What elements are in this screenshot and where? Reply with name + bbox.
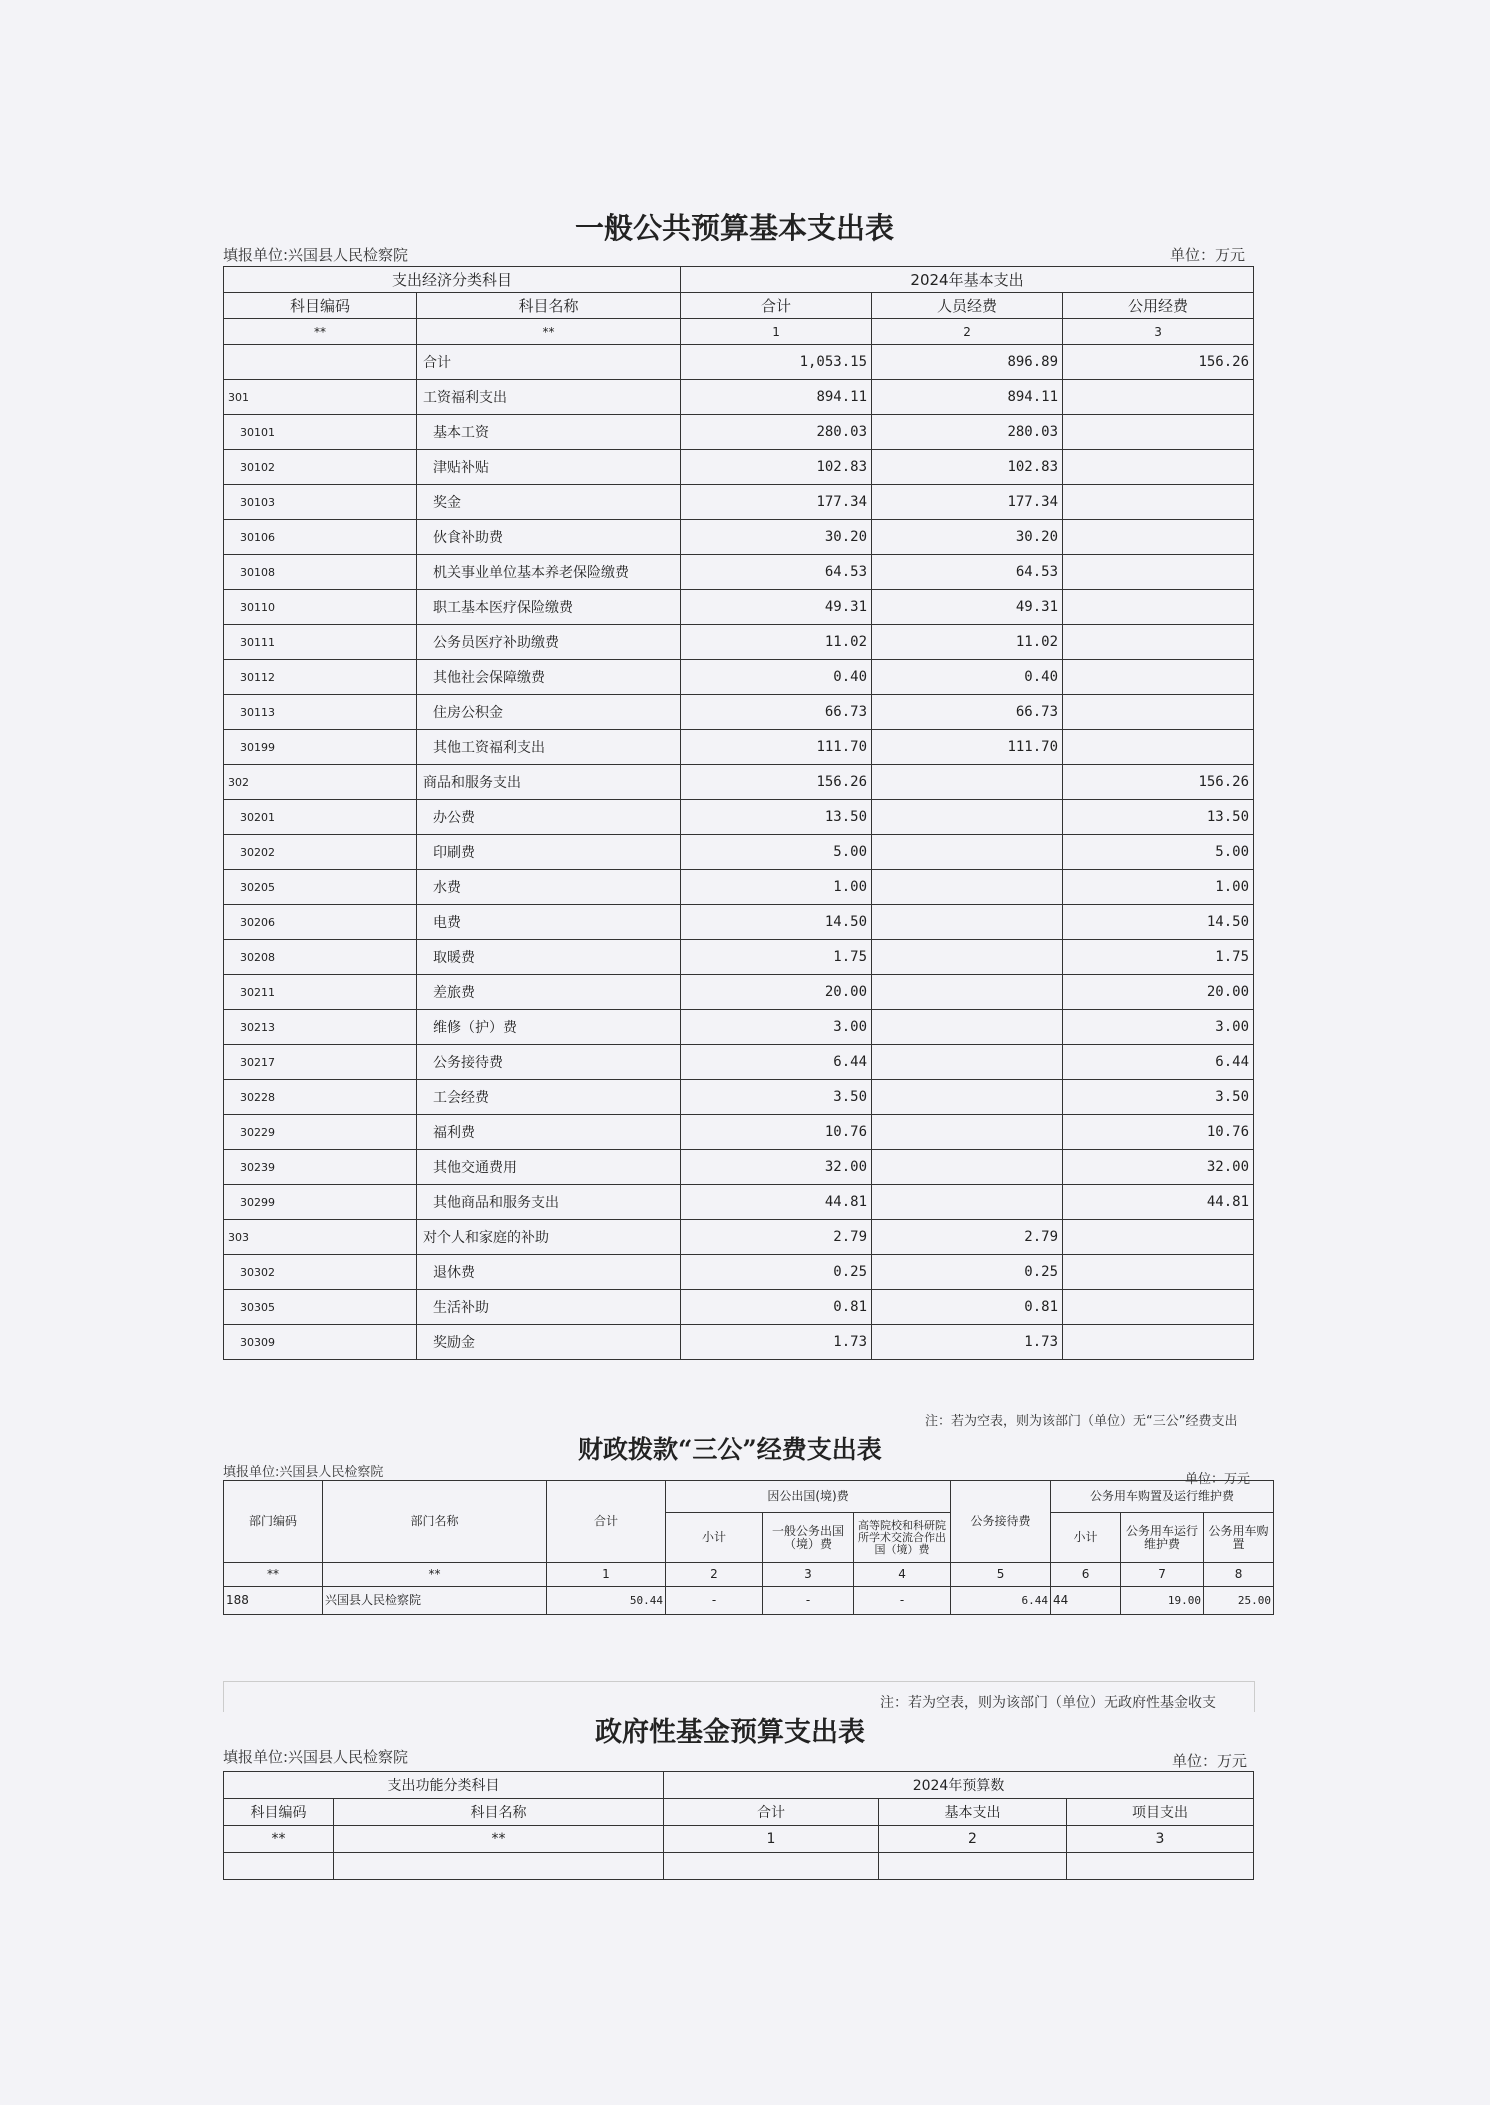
table-row [224,660,1254,695]
row-name: 水费 [417,870,681,905]
row-personnel [872,870,1063,905]
t2-header-abroad-academic: 高等院校和科研院所学术交流合作出国（境）费 [854,1513,951,1563]
row-total: 111.70 [681,730,872,765]
t2-header-vehicle-subtotal: 小计 [1051,1513,1121,1563]
row-personnel: 0.40 [872,660,1063,695]
row-public [1063,1220,1254,1255]
marker-cell: ** [224,1563,323,1587]
row-public: 20.00 [1063,975,1254,1010]
table-row [224,1045,1254,1080]
row-code: 30229 [224,1115,417,1150]
table-row [224,1080,1254,1115]
row-public [1063,1325,1254,1360]
marker-cell: 3 [1063,319,1254,345]
row-personnel [872,765,1063,800]
row-total: 894.11 [681,380,872,415]
table-row [224,695,1254,730]
row-code: 30101 [224,415,417,450]
row-public: 44.81 [1063,1185,1254,1220]
row-code: 30302 [224,1255,417,1290]
row-public: 14.50 [1063,905,1254,940]
row-code: 30202 [224,835,417,870]
row-personnel: 102.83 [872,450,1063,485]
table-row [224,835,1254,870]
row-total: 64.53 [681,555,872,590]
general-budget-table [223,266,1254,1360]
marker-cell: 3 [1067,1826,1254,1853]
row-personnel [872,1150,1063,1185]
marker-cell: ** [224,319,417,345]
row-personnel: 894.11 [872,380,1063,415]
row-name: 对个人和家庭的补助 [417,1220,681,1255]
row-total: 5.00 [681,835,872,870]
table-row [224,1185,1254,1220]
row-code: 30108 [224,555,417,590]
row-name: 退休费 [417,1255,681,1290]
t3-header-group-right: 2024年预算数 [664,1772,1254,1799]
row-personnel: 111.70 [872,730,1063,765]
row-public: 3.00 [1063,1010,1254,1045]
row-personnel [872,905,1063,940]
row-total: 30.20 [681,520,872,555]
row-public: 5.00 [1063,835,1254,870]
row-code: 30208 [224,940,417,975]
row-personnel [872,1080,1063,1115]
row-code: 302 [224,765,417,800]
row-public [1063,1255,1254,1290]
row-total: 0.25 [681,1255,872,1290]
row-public: 6.44 [1063,1045,1254,1080]
t3-header-project: 项目支出 [1067,1799,1254,1826]
row-code: 30199 [224,730,417,765]
row-name: 机关事业单位基本养老保险缴费 [417,555,681,590]
row-public [1063,485,1254,520]
marker-cell: 5 [951,1563,1051,1587]
row-code: 30213 [224,1010,417,1045]
row-total: 1.00 [681,870,872,905]
row-personnel [872,1045,1063,1080]
table-row [224,765,1254,800]
t2-dept-code: 188 [224,1587,323,1615]
t2-header-subtotal: 小计 [666,1513,763,1563]
table-row [224,1255,1254,1290]
row-total: 1,053.15 [681,345,872,380]
row-personnel [872,1185,1063,1220]
row-total: 177.34 [681,485,872,520]
row-public [1063,380,1254,415]
row-total: 14.50 [681,905,872,940]
table-row [224,1010,1254,1045]
table-row [224,1325,1254,1360]
t2-vehicle-purchase: 25.00 [1204,1587,1274,1615]
t2-header-vehicle-group: 公务用车购置及运行维护费 [1051,1481,1274,1513]
row-public [1063,415,1254,450]
t2-vehicle-subtotal: 44 [1051,1587,1121,1615]
row-public [1063,660,1254,695]
row-personnel [872,940,1063,975]
row-name: 取暖费 [417,940,681,975]
row-name: 住房公积金 [417,695,681,730]
row-total: 10.76 [681,1115,872,1150]
row-name: 办公费 [417,800,681,835]
row-public [1063,625,1254,660]
table-row [224,345,1254,380]
t2-header-vehicle-operation: 公务用车运行维护费 [1121,1513,1204,1563]
row-name: 其他商品和服务支出 [417,1185,681,1220]
row-name: 差旅费 [417,975,681,1010]
row-total: 0.40 [681,660,872,695]
row-personnel [872,975,1063,1010]
t3-header-total: 合计 [664,1799,879,1826]
row-code: 30239 [224,1150,417,1185]
table2-title: 财政拨款“三公”经费支出表 [578,1435,882,1464]
header-code: 科目编码 [224,293,417,319]
row-personnel: 0.81 [872,1290,1063,1325]
table-row [224,800,1254,835]
t2-header-total: 合计 [547,1481,666,1563]
marker-cell: 1 [681,319,872,345]
row-code: 30103 [224,485,417,520]
t2-dept-name: 兴国县人民检察院 [323,1587,547,1615]
row-code: 30228 [224,1080,417,1115]
t2-header-vehicle-purchase: 公务用车购置 [1204,1513,1274,1563]
row-personnel [872,1115,1063,1150]
row-public: 1.75 [1063,940,1254,975]
header-public: 公用经费 [1063,293,1254,319]
marker-cell: 4 [854,1563,951,1587]
row-name: 工资福利支出 [417,380,681,415]
row-public [1063,1290,1254,1325]
marker-cell: 2 [666,1563,763,1587]
row-personnel: 66.73 [872,695,1063,730]
table-row [224,450,1254,485]
t2-abroad-academic: - [854,1587,951,1615]
table3-note: 注：若为空表，则为该部门（单位）无政府性基金收支 [880,1695,1216,1711]
row-code: 30110 [224,590,417,625]
row-public: 156.26 [1063,765,1254,800]
table3-unit-label: 填报单位:兴国县人民检察院 [223,1748,409,1766]
empty-cell [879,1853,1067,1880]
row-public: 3.50 [1063,1080,1254,1115]
government-fund-table [223,1771,1254,1880]
table3-unit-right: 单位：万元 [1172,1752,1248,1770]
t2-subtotal: - [666,1587,763,1615]
marker-cell: 2 [879,1826,1067,1853]
row-total: 2.79 [681,1220,872,1255]
row-personnel [872,1010,1063,1045]
row-name: 印刷费 [417,835,681,870]
table-row [224,975,1254,1010]
row-name: 商品和服务支出 [417,765,681,800]
header-total: 合计 [681,293,872,319]
row-total: 156.26 [681,765,872,800]
row-total: 20.00 [681,975,872,1010]
marker-cell: ** [323,1563,547,1587]
row-code: 30205 [224,870,417,905]
table-row [224,625,1254,660]
row-public [1063,695,1254,730]
table-row [224,485,1254,520]
row-name: 生活补助 [417,1290,681,1325]
row-public [1063,730,1254,765]
t2-header-reception: 公务接待费 [951,1481,1051,1563]
row-personnel: 280.03 [872,415,1063,450]
marker-cell: 8 [1204,1563,1274,1587]
table-row [224,1290,1254,1325]
row-name: 其他社会保障缴费 [417,660,681,695]
table2-unit-label: 填报单位:兴国县人民检察院 [223,1465,384,1480]
table-row [224,415,1254,450]
table-row [224,940,1254,975]
row-total: 102.83 [681,450,872,485]
table1-unit-right: 单位：万元 [1170,246,1246,264]
table-row [224,380,1254,415]
row-name: 奖金 [417,485,681,520]
t2-vehicle-operation: 19.00 [1121,1587,1204,1615]
row-total: 11.02 [681,625,872,660]
row-name: 福利费 [417,1115,681,1150]
row-total: 49.31 [681,590,872,625]
t3-header-basic: 基本支出 [879,1799,1067,1826]
row-personnel: 896.89 [872,345,1063,380]
t2-reception: 6.44 [951,1587,1051,1615]
table-row [224,520,1254,555]
row-public: 13.50 [1063,800,1254,835]
t2-total: 50.44 [547,1587,666,1615]
row-personnel: 2.79 [872,1220,1063,1255]
row-code: 30102 [224,450,417,485]
marker-cell: 2 [872,319,1063,345]
row-name: 其他交通费用 [417,1150,681,1185]
header-group-left: 支出经济分类科目 [224,267,681,293]
row-personnel: 64.53 [872,555,1063,590]
t3-header-name: 科目名称 [334,1799,664,1826]
row-personnel: 1.73 [872,1325,1063,1360]
table-row [224,1220,1254,1255]
empty-cell [664,1853,879,1880]
row-code: 30111 [224,625,417,660]
row-public: 10.76 [1063,1115,1254,1150]
row-public [1063,450,1254,485]
row-public: 32.00 [1063,1150,1254,1185]
row-total: 0.81 [681,1290,872,1325]
row-personnel [872,835,1063,870]
row-public: 156.26 [1063,345,1254,380]
row-code: 30201 [224,800,417,835]
row-code: 30217 [224,1045,417,1080]
row-name: 其他工资福利支出 [417,730,681,765]
row-name: 伙食补助费 [417,520,681,555]
t3-header-code: 科目编码 [224,1799,334,1826]
row-code: 30206 [224,905,417,940]
row-personnel [872,800,1063,835]
marker-cell: ** [334,1826,664,1853]
row-total: 1.73 [681,1325,872,1360]
row-name: 职工基本医疗保险缴费 [417,590,681,625]
table2-unit-right: 单位：万元 [1185,1472,1251,1487]
row-total: 3.00 [681,1010,872,1045]
table-row [224,730,1254,765]
marker-cell: ** [224,1826,334,1853]
row-personnel: 11.02 [872,625,1063,660]
table-row [224,1115,1254,1150]
row-code: 30106 [224,520,417,555]
three-public-expenses-table [223,1480,1274,1615]
table-row [224,1150,1254,1185]
table1-unit-label: 填报单位:兴国县人民检察院 [223,246,409,264]
marker-cell: 7 [1121,1563,1204,1587]
row-public [1063,520,1254,555]
header-personnel: 人员经费 [872,293,1063,319]
row-code: 30309 [224,1325,417,1360]
marker-cell: ** [417,319,681,345]
row-code: 301 [224,380,417,415]
row-total: 13.50 [681,800,872,835]
row-personnel: 0.25 [872,1255,1063,1290]
row-code: 30211 [224,975,417,1010]
t2-header-abroad-general: 一般公务出国（境）费 [763,1513,854,1563]
t2-abroad-general: - [763,1587,854,1615]
row-total: 280.03 [681,415,872,450]
t2-header-dept-code: 部门编码 [224,1481,323,1563]
row-code: 30299 [224,1185,417,1220]
empty-cell [334,1853,664,1880]
t2-header-dept-name: 部门名称 [323,1481,547,1563]
header-name: 科目名称 [417,293,681,319]
row-total: 66.73 [681,695,872,730]
row-name: 津贴补贴 [417,450,681,485]
row-name: 工会经费 [417,1080,681,1115]
row-name: 合计 [417,345,681,380]
row-code: 30112 [224,660,417,695]
row-public [1063,590,1254,625]
row-code [224,345,417,380]
marker-cell: 1 [547,1563,666,1587]
row-name: 维修（护）费 [417,1010,681,1045]
table-row [224,870,1254,905]
row-total: 1.75 [681,940,872,975]
table3-title: 政府性基金预算支出表 [595,1717,865,1748]
row-total: 6.44 [681,1045,872,1080]
row-public [1063,555,1254,590]
row-name: 奖励金 [417,1325,681,1360]
table-row [224,905,1254,940]
row-code: 30113 [224,695,417,730]
row-personnel: 30.20 [872,520,1063,555]
row-personnel: 177.34 [872,485,1063,520]
table1-title: 一般公共预算基本支出表 [575,211,895,245]
row-total: 32.00 [681,1150,872,1185]
empty-cell [1067,1853,1254,1880]
t3-header-group-left: 支出功能分类科目 [224,1772,664,1799]
header-group-right: 2024年基本支出 [681,267,1254,293]
row-code: 30305 [224,1290,417,1325]
marker-cell: 3 [763,1563,854,1587]
empty-cell [224,1853,334,1880]
row-name: 公务员医疗补助缴费 [417,625,681,660]
row-code: 303 [224,1220,417,1255]
table-row [224,555,1254,590]
row-total: 3.50 [681,1080,872,1115]
row-name: 电费 [417,905,681,940]
table-row [224,590,1254,625]
table2-note: 注：若为空表，则为该部门（单位）无“三公”经费支出 [925,1414,1238,1429]
row-total: 44.81 [681,1185,872,1220]
row-name: 公务接待费 [417,1045,681,1080]
row-name: 基本工资 [417,415,681,450]
marker-cell: 6 [1051,1563,1121,1587]
t2-header-abroad-group: 因公出国(境)费 [666,1481,951,1513]
row-public: 1.00 [1063,870,1254,905]
row-personnel: 49.31 [872,590,1063,625]
marker-cell: 1 [664,1826,879,1853]
